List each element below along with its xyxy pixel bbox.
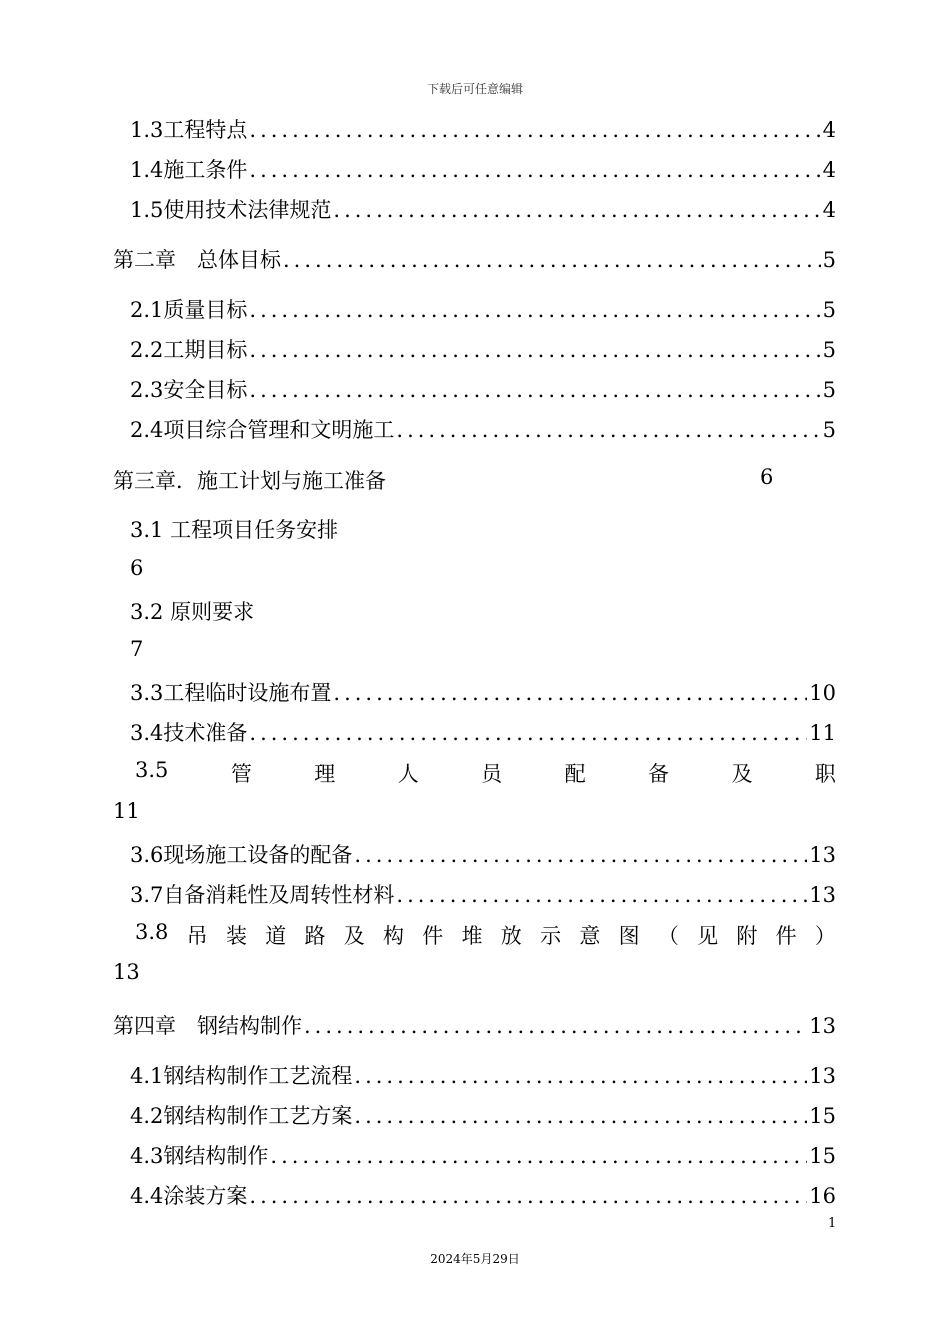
toc-entry-page: 5 — [822, 378, 836, 402]
toc-title-char: 意 — [579, 924, 601, 948]
toc-entry-page: 6 — [130, 556, 144, 580]
toc-entry-number: 2.4 — [130, 418, 164, 442]
toc-title-char: 管 — [230, 762, 252, 786]
toc-entry[interactable] — [130, 294, 836, 324]
toc-chapter-title: 第四章 钢结构制作 — [113, 1014, 302, 1038]
toc-entry-page: 13 — [113, 960, 140, 984]
toc-entry-page: 4 — [822, 118, 836, 142]
toc-leader-dots — [396, 883, 807, 907]
toc-entry-title: 钢结构制作 — [163, 1144, 269, 1168]
toc-title-char: 堆 — [461, 924, 483, 948]
toc-leader-dots — [354, 1064, 807, 1088]
toc-entry-number: 4.1 — [130, 1064, 164, 1088]
toc-title-char: 附 — [736, 924, 758, 948]
toc-title-char: 见 — [697, 924, 719, 948]
toc-entry-title: 原则要求 — [170, 600, 255, 624]
toc-leader-dots — [304, 1014, 807, 1038]
toc-leader-dots — [354, 1104, 807, 1128]
toc-entry[interactable] — [130, 596, 254, 626]
toc-entry[interactable] — [130, 1140, 836, 1170]
toc-entry-number: 3.6 — [130, 843, 164, 867]
toc-entry-page: 15 — [809, 1144, 836, 1168]
toc-entry-title: 安全目标 — [163, 378, 248, 402]
toc-entry[interactable] — [130, 677, 836, 707]
toc-leader-dots — [283, 248, 821, 272]
toc-title-char: 图 — [618, 924, 640, 948]
toc-title-char: 放 — [500, 924, 522, 948]
toc-entry-page: 13 — [809, 843, 836, 867]
toc-title-char: 道 — [265, 924, 287, 948]
toc-title-char: 理 — [314, 762, 336, 786]
page-footer-date: 2024年5月29日 — [430, 1252, 520, 1266]
toc-leader-dots — [249, 118, 820, 142]
toc-chapter-title[interactable]: 第三章．施工计划与施工准备 — [113, 469, 386, 493]
toc-entry-page: 10 — [809, 681, 836, 705]
toc-entry-number: 4.2 — [130, 1104, 164, 1128]
toc-entry-page: 13 — [809, 883, 836, 907]
page-number: 1 — [828, 1216, 837, 1231]
toc-entry-page: 4 — [822, 158, 836, 182]
toc-entry-page: 16 — [809, 1184, 836, 1208]
toc-entry-title: 项目综合管理和文明施工 — [163, 418, 395, 442]
toc-title-char: 职 — [814, 762, 836, 786]
toc-entry[interactable] — [130, 414, 836, 444]
toc-title-char: 件 — [422, 924, 444, 948]
toc-title-char: （ — [657, 924, 679, 948]
toc-entry-title: 使用技术法律规范 — [163, 198, 332, 222]
toc-entry[interactable] — [130, 194, 836, 224]
toc-entry-title: 施工条件 — [163, 158, 248, 182]
toc-entry[interactable] — [130, 1060, 836, 1090]
toc-title-char: 人 — [397, 762, 419, 786]
toc-entry-title: 涂装方案 — [163, 1184, 248, 1208]
toc-title-char: 及 — [731, 762, 753, 786]
toc-entry-number: 4.4 — [130, 1184, 164, 1208]
toc-title-char: 装 — [225, 924, 247, 948]
toc-entry-page: 7 — [130, 637, 144, 661]
toc-entry-title: 技术准备 — [163, 721, 248, 745]
toc-entry-number: 3.5 — [135, 758, 169, 782]
toc-entry-number: 3.4 — [130, 721, 164, 745]
toc-entry-title: 钢结构制作工艺方案 — [163, 1104, 353, 1128]
toc-entry-number: 1.3 — [130, 118, 164, 142]
toc-entry[interactable] — [130, 717, 836, 747]
toc-entry-number: 1.5 — [130, 198, 164, 222]
toc-entry[interactable] — [130, 839, 836, 869]
toc-title-char: 及 — [343, 924, 365, 948]
toc-entry-page: 15 — [809, 1104, 836, 1128]
toc-title-char: 吊 — [186, 924, 208, 948]
toc-entry-title: 自备消耗性及周转性材料 — [163, 883, 395, 907]
toc-entry[interactable] — [130, 114, 836, 144]
toc-entry-title: 钢结构制作工艺流程 — [163, 1064, 353, 1088]
toc-entry-number: 3.2 — [130, 600, 164, 624]
toc-leader-dots — [249, 721, 807, 745]
toc-entry[interactable] — [130, 1100, 836, 1130]
toc-title-char: 构 — [383, 924, 404, 948]
toc-entry-number: 3.3 — [130, 681, 164, 705]
toc-entry-page: 5 — [822, 418, 836, 442]
toc-entry-page: 13 — [809, 1064, 836, 1088]
toc-entry-justified[interactable] — [135, 758, 836, 788]
toc-entry-number: 1.4 — [130, 158, 164, 182]
toc-entry-number: 2.3 — [130, 378, 164, 402]
toc-chapter-entry[interactable] — [113, 244, 836, 274]
toc-entry-number: 2.1 — [130, 298, 164, 322]
toc-entry-page: 11 — [809, 721, 836, 745]
page-header: 下载后可任意编辑 — [426, 82, 523, 96]
toc-title-char: ） — [814, 924, 836, 948]
toc-chapter-title: 第二章 总体目标 — [113, 248, 281, 272]
toc-entry-title: 现场施工设备的配备 — [163, 843, 353, 867]
toc-entry-justified[interactable] — [135, 920, 836, 950]
toc-leader-dots — [333, 198, 820, 222]
toc-entry-title: 工程项目任务安排 — [170, 518, 339, 542]
toc-entry[interactable] — [130, 154, 836, 184]
toc-entry[interactable] — [130, 879, 836, 909]
toc-entry-page: 5 — [822, 248, 836, 272]
toc-leader-dots — [270, 1144, 807, 1168]
toc-entry[interactable] — [130, 334, 836, 364]
toc-entry-number: 3.7 — [130, 883, 164, 907]
toc-entry-page: 11 — [113, 799, 140, 823]
toc-leader-dots — [333, 681, 807, 705]
toc-entry-title: 质量目标 — [163, 298, 248, 322]
toc-title-char: 配 — [564, 762, 586, 786]
toc-entry-page: 6 — [760, 465, 774, 489]
toc-entry-page: 4 — [822, 198, 836, 222]
toc-leader-dots — [249, 338, 820, 362]
toc-entry-page: 13 — [809, 1014, 836, 1038]
toc-entry[interactable] — [130, 1180, 836, 1210]
toc-entry-title: 工期目标 — [163, 338, 248, 362]
toc-entry[interactable] — [130, 514, 338, 544]
toc-leader-dots — [249, 1184, 807, 1208]
toc-leader-dots — [249, 298, 820, 322]
toc-entry-number: 3.1 — [130, 518, 164, 542]
toc-title-char: 件 — [775, 924, 797, 948]
toc-entry-page: 5 — [822, 338, 836, 362]
toc-title-char: 示 — [540, 924, 562, 948]
toc-title-char: 备 — [648, 762, 670, 786]
toc-entry[interactable] — [130, 374, 836, 404]
toc-title-char: 路 — [304, 924, 326, 948]
toc-entry-number: 2.2 — [130, 338, 164, 362]
toc-entry-page: 5 — [822, 298, 836, 322]
toc-title-char: 员 — [481, 762, 503, 786]
toc-leader-dots — [354, 843, 807, 867]
toc-entry-number: 4.3 — [130, 1144, 164, 1168]
toc-entry-title: 工程临时设施布置 — [163, 681, 332, 705]
toc-leader-dots — [249, 158, 820, 182]
toc-entry-number: 3.8 — [135, 920, 169, 944]
toc-chapter-entry[interactable] — [113, 1010, 836, 1040]
toc-leader-dots — [249, 378, 820, 402]
toc-leader-dots — [396, 418, 820, 442]
toc-entry-title: 工程特点 — [163, 118, 248, 142]
